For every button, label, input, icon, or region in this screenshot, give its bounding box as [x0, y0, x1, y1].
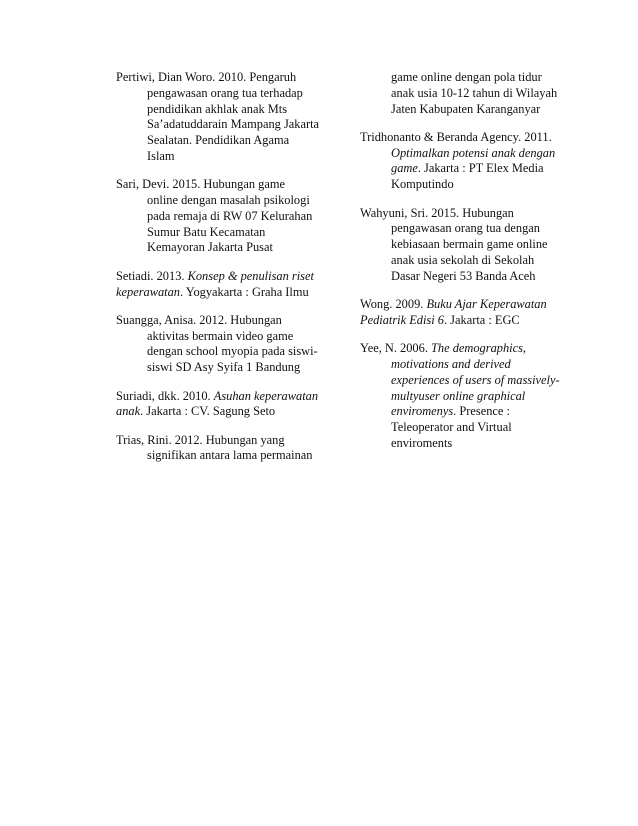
reference-line — [116, 344, 330, 360]
reference-line — [360, 146, 576, 162]
reference-text: enviroments — [391, 435, 453, 450]
reference-text: Sumur Batu Kecamatan — [147, 224, 266, 239]
reference-text: Pertiwi, Dian Woro. 2010. Pengaruh — [116, 70, 297, 84]
right-column — [360, 70, 576, 464]
reference-line — [116, 86, 330, 102]
reference-text: . Yogyakarta : Graha Ilmu — [180, 284, 309, 299]
reference-text: kebiasaan bermain game online — [391, 237, 548, 252]
reference-title-italic: motivations and derived — [391, 356, 511, 371]
reference-line — [360, 297, 576, 313]
reference-line — [360, 206, 576, 222]
reference-text: Komputindo — [391, 177, 454, 192]
reference-line — [116, 285, 330, 301]
reference-text: . Jakarta : CV. Sagung Seto — [140, 404, 276, 419]
reference-line — [116, 225, 330, 241]
reference-line — [116, 209, 330, 225]
reference-text: . Jakarta : EGC — [443, 312, 520, 327]
reference-text: dengan school myopia pada siswi- — [147, 344, 318, 359]
reference-line — [391, 102, 576, 118]
reference-text: pengawasan orang tua dengan — [391, 221, 540, 236]
reference-line — [360, 313, 576, 329]
reference-line — [360, 436, 576, 452]
reference-text: Tridhonanto & Beranda Agency. 2011. — [360, 129, 552, 144]
reference-text: game online dengan pola tidur — [391, 70, 542, 84]
reference-line — [116, 329, 330, 345]
reference-line — [391, 70, 576, 86]
reference-title-italic: keperawatan — [116, 284, 181, 299]
reference-text: Sari, Devi. 2015. Hubungan game — [116, 177, 285, 192]
reference-line — [360, 161, 576, 177]
reference-line — [360, 420, 576, 436]
reference-text: pada remaja di RW 07 Kelurahan — [147, 208, 313, 223]
reference-line — [360, 130, 576, 146]
reference-text: signifikan antara lama permainan — [147, 448, 313, 463]
reference-text: Kemayoran Jakarta Pusat — [147, 240, 273, 255]
reference-entry — [116, 269, 330, 301]
reference-line — [116, 70, 330, 86]
reference-line — [116, 240, 330, 256]
reference-text: anak usia sekolah di Sekolah — [391, 252, 535, 267]
reference-entry — [116, 389, 330, 421]
reference-line — [116, 448, 330, 464]
reference-line — [360, 389, 576, 405]
reference-text: Trias, Rini. 2012. Hubungan yang — [116, 432, 285, 447]
reference-text: Dasar Negeri 53 Banda Aceh — [391, 268, 536, 283]
reference-title-italic: Asuhan keperawatan — [213, 388, 319, 403]
reference-entry — [360, 206, 576, 285]
reference-text: Islam — [147, 148, 175, 163]
reference-line — [116, 313, 330, 329]
reference-text: Sa’adatuddarain Mampang Jakarta — [147, 117, 320, 132]
reference-title-italic: game — [391, 161, 418, 176]
reference-line — [116, 117, 330, 133]
reference-text: Wong. 2009. — [360, 297, 427, 312]
reference-title-italic: experiences of users of massively- — [391, 372, 560, 387]
reference-line — [360, 404, 576, 420]
reference-line — [360, 237, 576, 253]
reference-line — [116, 149, 330, 165]
reference-title-italic: Pediatrik Edisi 6 — [360, 312, 444, 327]
reference-line — [391, 86, 576, 102]
reference-title-italic: Konsep & penulisan riset — [187, 268, 314, 283]
reference-line — [116, 102, 330, 118]
reference-text: Suriadi, dkk. 2010. — [116, 388, 214, 403]
reference-text: siswi SD Asy Syifa 1 Bandung — [147, 360, 301, 375]
reference-line — [116, 389, 330, 405]
reference-text: . Jakarta : PT Elex Media — [417, 161, 544, 176]
reference-text: Setiadi. 2013. — [116, 268, 188, 283]
reference-line — [360, 341, 576, 357]
reference-text: Sealatan. Pendidikan Agama — [147, 133, 290, 148]
reference-line — [360, 221, 576, 237]
reference-line — [116, 433, 330, 449]
reference-title-italic: anak — [116, 404, 141, 419]
reference-text: pendidikan akhlak anak Mts — [147, 101, 288, 116]
reference-entry — [116, 177, 330, 256]
reference-text: anak usia 10-12 tahun di Wilayah — [391, 85, 558, 100]
reference-title-italic: The demographics, — [431, 341, 527, 356]
reference-title-italic: multyuser online graphical — [391, 388, 526, 403]
reference-line — [116, 404, 330, 420]
reference-line — [360, 373, 576, 389]
reference-line — [360, 253, 576, 269]
reference-text: aktivitas bermain video game — [147, 328, 294, 343]
reference-line — [116, 269, 330, 285]
reference-entry — [360, 70, 576, 117]
reference-text: Wahyuni, Sri. 2015. Hubungan — [360, 205, 514, 220]
reference-text: online dengan masalah psikologi — [147, 193, 310, 208]
reference-entry — [116, 433, 330, 465]
reference-line — [116, 193, 330, 209]
reference-text: . Presence : — [453, 404, 510, 419]
reference-entry — [360, 130, 576, 193]
reference-text: Yee, N. 2006. — [360, 341, 432, 356]
reference-line — [116, 133, 330, 149]
reference-text: pengawasan orang tua terhadap — [147, 85, 303, 100]
reference-text: Teleoperator and Virtual — [391, 420, 512, 435]
reference-entry — [116, 70, 330, 165]
reference-text: Jaten Kabupaten Karanganyar — [391, 101, 541, 116]
reference-title-italic: Optimalkan potensi anak dengan — [391, 145, 556, 160]
reference-entry — [360, 341, 576, 452]
reference-line — [360, 177, 576, 193]
reference-line — [360, 357, 576, 373]
reference-line — [116, 360, 330, 376]
reference-line — [360, 269, 576, 285]
left-column — [116, 70, 330, 477]
reference-entry — [360, 297, 576, 329]
reference-text: Suangga, Anisa. 2012. Hubungan — [116, 312, 282, 327]
reference-line — [116, 177, 330, 193]
reference-entry — [116, 313, 330, 376]
reference-title-italic: Buku Ajar Keperawatan — [426, 297, 547, 312]
reference-title-italic: enviromenys — [391, 404, 454, 419]
